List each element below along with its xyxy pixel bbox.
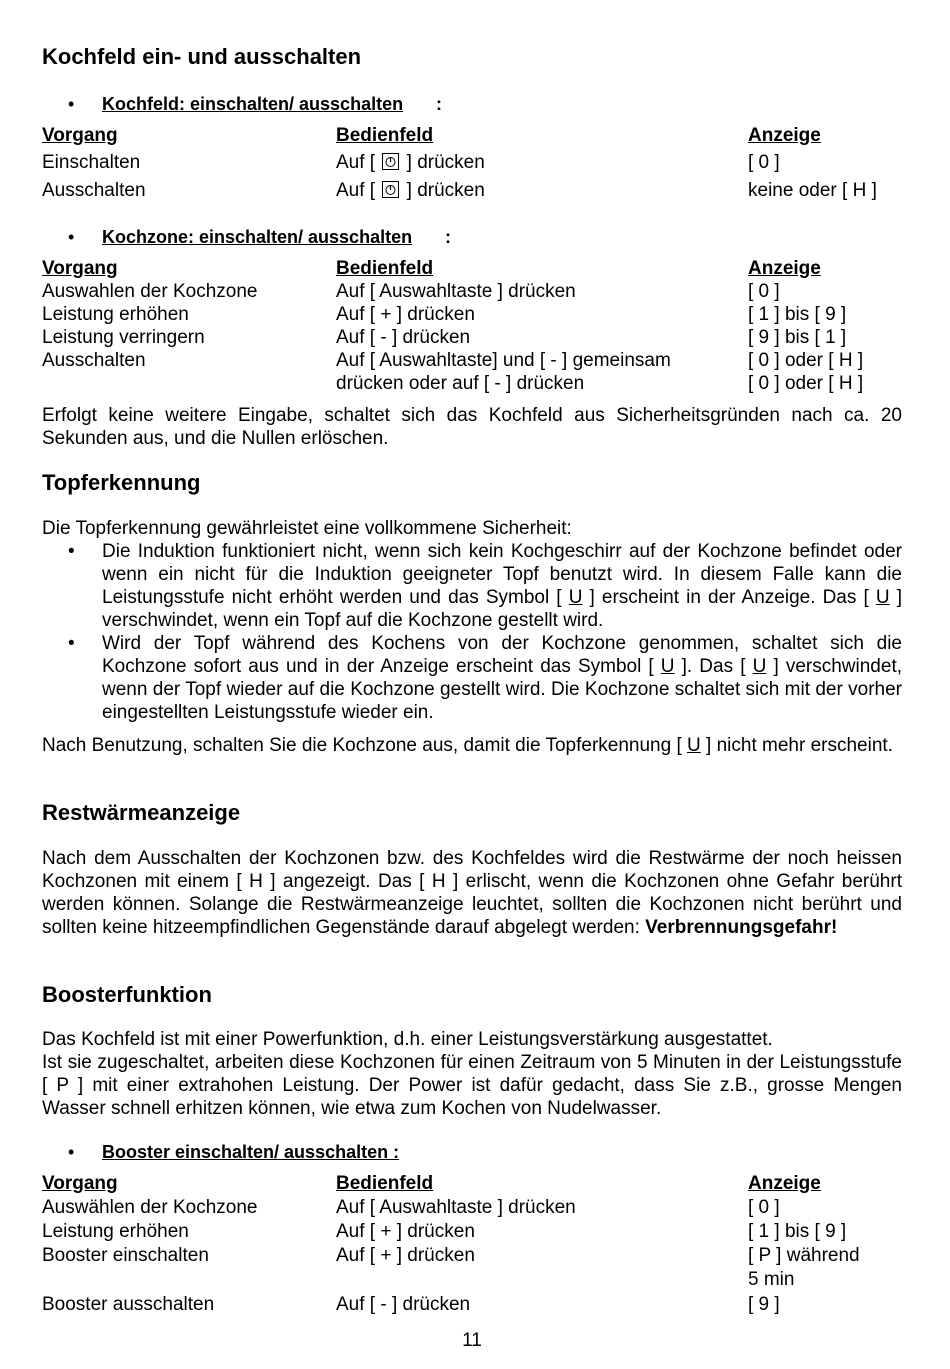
cell-vorgang: Ausschalten (42, 350, 146, 371)
cell-bedienfeld (336, 180, 485, 202)
header-bedienfeld: Bedienfeld (336, 125, 434, 146)
topferkennung-list (42, 540, 902, 724)
text-fragment: Wird der Topf während des Kochens von der Kochzone genommen, schaltet sich die Kochzone sofort aus und in der Anzeige erscheint das Symbol [ (102, 633, 902, 677)
cell-bedienfeld: Auf [ - ] drücken (336, 1294, 471, 1315)
text-fragment: Nach dem Ausschalten der Kochzonen bzw. des Kochfeldes wird die Restwärme der noch heissen Kochzonen mit einem [ H ] angezeigt. Das [ H ] erlischt, wenn die Kochzonen ohne Gefahr berührt werden können. Solange die Restwärmeanzeige leuchtet, sollten die Kochzonen nicht berührt und sollten keine hitzeempfindlichen Gegenstände darauf abgelegt werden: (42, 848, 902, 938)
cell-bedienfeld (336, 152, 485, 174)
header-bedienfeld: Bedienfeld (336, 1173, 434, 1194)
bullet-colon: : (436, 94, 442, 114)
text-fragment: ] erscheint in der Anzeige. Das [ (582, 587, 876, 608)
bullet-dot: • (68, 541, 75, 562)
text-fragment: Die Induktion funktioniert nicht, wenn sich kein Kochgeschirr auf der Kochzone befindet oder wenn ein nicht für die Induktion geeigneter Topf benutzt wird. In diesem Falle kann die Leistungsstufe nicht erhöht werden und das Symbol [ (102, 541, 902, 608)
cell-bedienfeld: drücken oder auf [ - ] drücken (336, 373, 585, 394)
table-row (42, 304, 902, 327)
table-row (42, 350, 902, 373)
cell-bedienfeld: Auf [ + ] drücken (336, 1221, 475, 1242)
cell-vorgang: Leistung erhöhen (42, 1221, 189, 1242)
bullet-colon: : (445, 227, 451, 247)
table-booster (42, 1173, 902, 1318)
bullet-dot: • (68, 633, 75, 654)
cell-anzeige: [ 0 ] oder [ H ] (748, 350, 864, 371)
text-fragment: ] verschwindet, wenn der Topf wieder auf die Kochzone gestellt wird. Die Kochzone schaltet sich mit der vorher eingestellten Leistungsstufe wieder ein. (102, 656, 903, 723)
cell-bedienfeld: Auf [ Auswahltaste] und [ - ] gemeinsam (336, 350, 671, 371)
symbol-u: U (687, 735, 701, 756)
topferkennung-intro: Die Topferkennung gewährleistet eine vollkommene Sicherheit: (42, 518, 572, 539)
table-row (42, 281, 902, 304)
cell-bedienfeld: Auf [ - ] drücken (336, 327, 471, 348)
cell-vorgang: Ausschalten (42, 180, 146, 201)
header-vorgang: Vorgang (42, 258, 118, 279)
bullet-label: Kochfeld: einschalten/ ausschalten (102, 94, 404, 114)
cell-bedienfeld-post: ] drücken (406, 152, 485, 173)
bullet-label: Booster einschalten/ ausschalten : (102, 1142, 400, 1162)
booster-p2: Ist sie zugeschaltet, arbeiten diese Kochzonen für einen Zeitraum von 5 Minuten in der Leistungsstufe [ P ] mit einer extrahohen Leistung. Der Power ist dafür gedacht, dass Sie z.B., grosse Mengen Wasser schnell erhitzen können, wie etwa zum Kochen von Nudelwasser. (42, 1052, 902, 1119)
table-row (42, 373, 902, 396)
section-title-booster: Boosterfunktion (42, 982, 212, 1007)
power-button-icon (382, 153, 399, 170)
topferkennung-after (42, 734, 902, 757)
cell-anzeige: 5 min (748, 1269, 795, 1290)
cell-anzeige: [ 1 ] bis [ 9 ] (748, 1221, 847, 1242)
bullet-dot: • (68, 1142, 75, 1162)
cell-bedienfeld-pre: Auf [ (336, 180, 376, 201)
table-row (42, 1197, 902, 1221)
table-row (42, 1294, 902, 1318)
cell-bedienfeld-post: ] drücken (406, 180, 485, 201)
header-anzeige: Anzeige (748, 258, 821, 279)
text-fragment: ]. Das [ (674, 656, 753, 677)
table-header-row (42, 125, 902, 152)
cell-anzeige: [ P ] während (748, 1245, 860, 1266)
section-title-restwaerme: Restwärmeanzeige (42, 800, 241, 825)
list-item (42, 540, 902, 632)
table-header-row (42, 258, 902, 281)
auto-off-note: Erfolgt keine weitere Eingabe, schaltet sich das Kochfeld aus Sicherheitsgründen nach ca. 20 Sekunden aus, und die Nullen erlöschen. (42, 405, 902, 449)
cell-vorgang: Leistung erhöhen (42, 304, 189, 325)
header-vorgang: Vorgang (42, 1173, 118, 1194)
restwaerme-text (42, 847, 902, 939)
table-row (42, 1245, 902, 1269)
cell-vorgang: Booster ausschalten (42, 1294, 215, 1315)
cell-anzeige: [ 0 ] (748, 281, 780, 302)
table-kochzone (42, 258, 902, 396)
cell-anzeige: keine oder [ H ] (748, 180, 877, 201)
cell-anzeige: [ 0 ] (748, 152, 780, 173)
symbol-u: U (875, 587, 890, 608)
table-row (42, 327, 902, 350)
cell-vorgang: Einschalten (42, 152, 141, 173)
symbol-u: U (752, 656, 767, 677)
section-title-topferkennung: Topferkennung (42, 470, 201, 495)
table-row (42, 152, 902, 180)
cell-anzeige: [ 9 ] (748, 1294, 780, 1315)
table-row (42, 180, 902, 208)
cell-anzeige: [ 0 ] (748, 1197, 780, 1218)
cell-vorgang: Auswählen der Kochzone (42, 1197, 258, 1218)
text-fragment: ] nicht mehr erscheint. (700, 735, 893, 756)
cell-bedienfeld-pre: Auf [ (336, 152, 376, 173)
cell-anzeige: [ 0 ] oder [ H ] (748, 373, 864, 394)
booster-p1: Das Kochfeld ist mit einer Powerfunktion, d.h. einer Leistungsverstärkung ausgestattet. (42, 1029, 773, 1050)
page-number: 11 (462, 1330, 482, 1351)
header-anzeige: Anzeige (748, 1173, 821, 1194)
cell-bedienfeld: Auf [ + ] drücken (336, 304, 475, 325)
table-kochfeld (42, 125, 902, 208)
power-button-icon (382, 181, 399, 198)
list-item (42, 632, 902, 724)
header-vorgang: Vorgang (42, 125, 118, 146)
cell-anzeige: [ 9 ] bis [ 1 ] (748, 327, 847, 348)
bullet-label: Kochzone: einschalten/ ausschalten (102, 227, 413, 247)
section-title-kochfeld: Kochfeld ein- und ausschalten (42, 44, 362, 69)
bullet-dot: • (68, 227, 75, 247)
table-row (42, 1221, 902, 1245)
symbol-u: U (660, 656, 675, 677)
text-fragment: ] verschwindet, wenn ein Topf auf die Kochzone gestellt wird. (102, 587, 902, 631)
warning-text: Verbrennungsgefahr! (645, 917, 838, 938)
cell-bedienfeld: Auf [ Auswahltaste ] drücken (336, 1197, 576, 1218)
cell-vorgang: Leistung verringern (42, 327, 205, 348)
table-row (42, 1269, 902, 1294)
cell-vorgang: Auswahlen der Kochzone (42, 281, 258, 302)
header-anzeige: Anzeige (748, 125, 821, 146)
header-bedienfeld: Bedienfeld (336, 258, 434, 279)
symbol-u: U (568, 587, 583, 608)
cell-bedienfeld: Auf [ Auswahltaste ] drücken (336, 281, 576, 302)
table-header-row (42, 1173, 902, 1197)
cell-vorgang: Booster einschalten (42, 1245, 209, 1266)
bullet-dot: • (68, 94, 75, 114)
cell-bedienfeld: Auf [ + ] drücken (336, 1245, 475, 1266)
cell-anzeige: [ 1 ] bis [ 9 ] (748, 304, 847, 325)
text-fragment: Nach Benutzung, schalten Sie die Kochzone aus, damit die Topferkennung [ (42, 735, 688, 756)
